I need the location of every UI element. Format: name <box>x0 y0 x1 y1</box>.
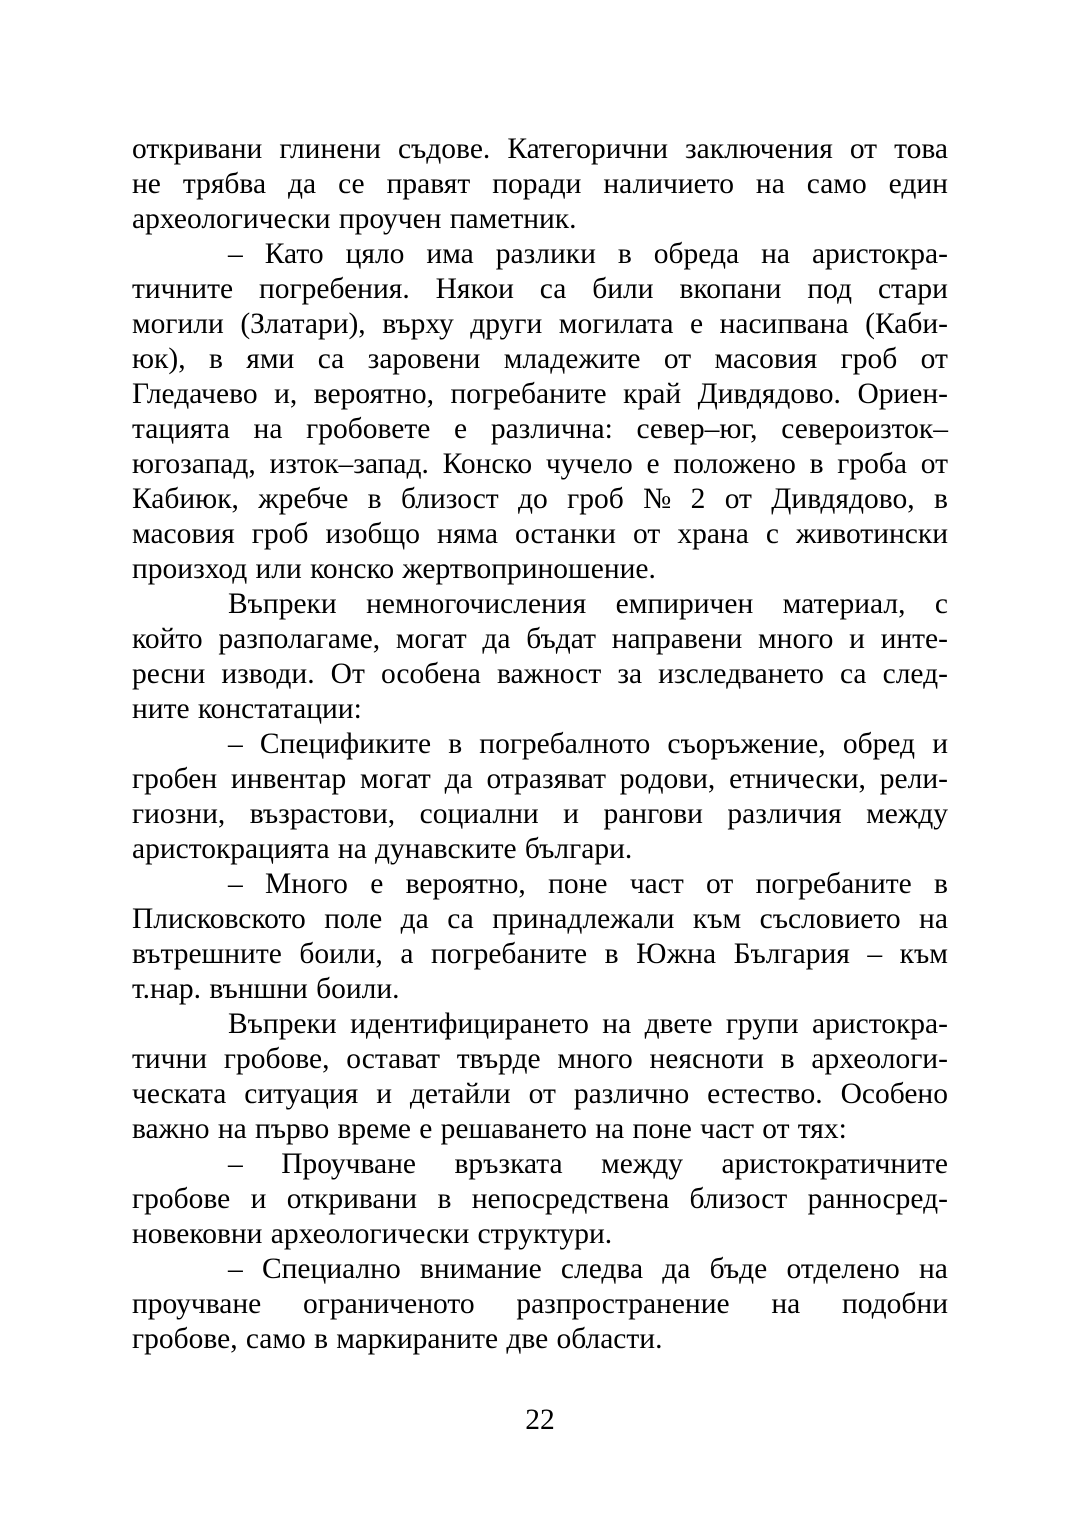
text-line: който разполагаме, могат да бъдат направени много и инте- <box>132 623 948 655</box>
paragraph <box>132 1252 948 1357</box>
text-line: – Спецификите в погребалното съоръжение, обред и <box>228 728 948 760</box>
text-line: откривани глинени съдове. Категорични заключения от това <box>132 133 948 165</box>
text-line: важно на първо време е решаването на поне част от тях: <box>132 1113 847 1145</box>
text-line: ресни изводи. От особена важност за изследването са след- <box>132 658 948 690</box>
paragraph <box>132 867 948 1007</box>
text-line: югозапад, изток–запад. Конско чучело е положено в гроба от <box>132 448 948 480</box>
text-line: проучване ограниченото разпространение на подобни <box>132 1288 948 1320</box>
paragraph <box>132 132 948 237</box>
text-line: тичните погребения. Някои са били вкопани под стари <box>132 273 948 305</box>
text-line: гиозни, възрастови, социални и рангови различия между <box>132 798 948 830</box>
text-line: т.нар. външни боили. <box>132 973 400 1005</box>
text-line: гробен инвентар могат да отразяват родови, етнически, рели- <box>132 763 948 795</box>
page-body <box>132 132 948 1357</box>
text-line: Кабиюк, жребче в близост до гроб № 2 от Дивдядово, в <box>132 483 948 515</box>
text-line: Въпреки идентифицирането на двете групи аристокра- <box>228 1008 948 1040</box>
text-line: Плисковското поле да са принадлежали към съсловието на <box>132 903 948 935</box>
text-line: ните констатации: <box>132 693 362 725</box>
text-line: – Проучване връзката между аристократичните <box>228 1148 948 1180</box>
text-line: могили (Златари), върху други могилата е насипвана (Каби- <box>132 308 948 340</box>
paragraph <box>132 587 948 727</box>
text-line: тични гробове, остават твърде много неясноти в археологи- <box>132 1043 948 1075</box>
paragraph <box>132 1007 948 1147</box>
text-line: – Много е вероятно, поне част от погребаните в <box>228 868 948 900</box>
paragraph <box>132 237 948 587</box>
text-line: археологически проучен паметник. <box>132 203 577 235</box>
text-line: произход или конско жертвоприношение. <box>132 553 656 585</box>
text-line: не трябва да се правят поради наличието на само един <box>132 168 948 200</box>
text-line: Гледачево и, вероятно, погребаните край Дивдядово. Ориен- <box>132 378 948 410</box>
text-line: – Като цяло има разлики в обреда на аристокра- <box>228 238 948 270</box>
text-line: гробове и откривани в непосредствена близост ранносред- <box>132 1183 948 1215</box>
text-line: гробове, само в маркираните две области. <box>132 1323 663 1355</box>
text-line: тацията на гробовете е различна: север–юг, североизток– <box>132 413 948 445</box>
page-number: 22 <box>525 1404 555 1436</box>
text-line: юк), в ями са заровени младежите от масовия гроб от <box>132 343 948 375</box>
text-line: Въпреки немногочисления емпиричен материал, с <box>228 588 948 620</box>
paragraph <box>132 1147 948 1252</box>
text-line: новековни археологически структури. <box>132 1218 613 1250</box>
text-line: вътрешните боили, а погребаните в Южна България – към <box>132 938 948 970</box>
text-line: аристокрацията на дунавските българи. <box>132 833 633 865</box>
paragraph <box>132 727 948 867</box>
text-line: ческата ситуация и детайли от различно естество. Особено <box>132 1078 948 1110</box>
text-line: – Специално внимание следва да бъде отделено на <box>228 1253 948 1285</box>
text-line: масовия гроб изобщо няма останки от храна с животински <box>132 518 948 550</box>
